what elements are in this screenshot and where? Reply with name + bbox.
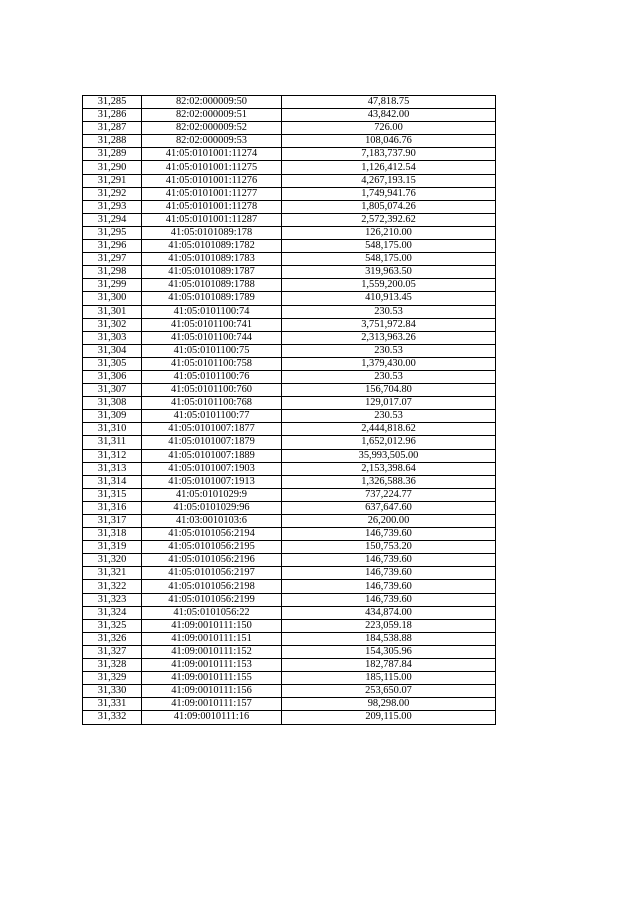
amount-cell: 185,115.00: [282, 672, 496, 685]
table-row: [83, 423, 496, 436]
cadastral-number-cell: 41:05:0101029:96: [142, 501, 282, 514]
table-row: [83, 187, 496, 200]
cadastral-number-cell: 41:09:0010111:151: [142, 632, 282, 645]
cadastral-number-cell: 41:05:0101001:11277: [142, 187, 282, 200]
amount-cell: 146,739.60: [282, 554, 496, 567]
amount-cell: 230.53: [282, 370, 496, 383]
amount-cell: 737,224.77: [282, 488, 496, 501]
table-row: [83, 711, 496, 724]
cadastral-number-cell: 41:05:0101089:1788: [142, 279, 282, 292]
table-row: [83, 659, 496, 672]
row-number-cell: 31,298: [83, 266, 142, 279]
table-row: [83, 344, 496, 357]
amount-cell: 156,704.80: [282, 384, 496, 397]
table-row: [83, 488, 496, 501]
cadastral-number-cell: 41:09:0010111:155: [142, 672, 282, 685]
row-number-cell: 31,293: [83, 200, 142, 213]
table-row: [83, 593, 496, 606]
table-row: [83, 619, 496, 632]
amount-cell: 126,210.00: [282, 226, 496, 239]
table-row: [83, 370, 496, 383]
amount-cell: 146,739.60: [282, 567, 496, 580]
table-row: [83, 410, 496, 423]
row-number-cell: 31,327: [83, 645, 142, 658]
amount-cell: 129,017.07: [282, 397, 496, 410]
cadastral-number-cell: 41:05:0101089:1783: [142, 253, 282, 266]
cadastral-number-cell: 41:09:0010111:16: [142, 711, 282, 724]
amount-cell: 1,749,941.76: [282, 187, 496, 200]
row-number-cell: 31,312: [83, 449, 142, 462]
cadastral-number-cell: 41:05:0101100:758: [142, 357, 282, 370]
amount-cell: 230.53: [282, 344, 496, 357]
cadastral-number-cell: 41:05:0101089:178: [142, 226, 282, 239]
amount-cell: 98,298.00: [282, 698, 496, 711]
row-number-cell: 31,290: [83, 161, 142, 174]
row-number-cell: 31,300: [83, 292, 142, 305]
row-number-cell: 31,308: [83, 397, 142, 410]
cadastral-number-cell: 41:05:0101056:2197: [142, 567, 282, 580]
cadastral-number-cell: 41:05:0101056:2194: [142, 528, 282, 541]
cadastral-number-cell: 41:05:0101001:11276: [142, 174, 282, 187]
cadastral-number-cell: 41:05:0101007:1877: [142, 423, 282, 436]
cadastral-number-cell: 41:05:0101001:11287: [142, 213, 282, 226]
row-number-cell: 31,326: [83, 632, 142, 645]
table-row: [83, 135, 496, 148]
amount-cell: 548,175.00: [282, 253, 496, 266]
amount-cell: 726.00: [282, 122, 496, 135]
cadastral-number-cell: 41:09:0010111:156: [142, 685, 282, 698]
amount-cell: 1,379,430.00: [282, 357, 496, 370]
amount-cell: 2,313,963.26: [282, 331, 496, 344]
cadastral-number-cell: 41:05:0101100:76: [142, 370, 282, 383]
amount-cell: 434,874.00: [282, 606, 496, 619]
amount-cell: 7,183,737.90: [282, 148, 496, 161]
cadastral-number-cell: 41:05:0101056:2196: [142, 554, 282, 567]
row-number-cell: 31,317: [83, 515, 142, 528]
table-row: [83, 174, 496, 187]
row-number-cell: 31,297: [83, 253, 142, 266]
row-number-cell: 31,330: [83, 685, 142, 698]
row-number-cell: 31,321: [83, 567, 142, 580]
cadastral-number-cell: 41:09:0010111:152: [142, 645, 282, 658]
row-number-cell: 31,310: [83, 423, 142, 436]
table-row: [83, 161, 496, 174]
table-row: [83, 253, 496, 266]
cadastral-number-cell: 41:05:0101007:1903: [142, 462, 282, 475]
amount-cell: 1,805,074.26: [282, 200, 496, 213]
cadastral-number-cell: 41:05:0101001:11278: [142, 200, 282, 213]
table-row: [83, 685, 496, 698]
amount-cell: 146,739.60: [282, 528, 496, 541]
table-row: [83, 384, 496, 397]
cadastral-number-cell: 41:05:0101056:2199: [142, 593, 282, 606]
cadastral-number-cell: 82:02:000009:50: [142, 96, 282, 109]
row-number-cell: 31,296: [83, 240, 142, 253]
amount-cell: 209,115.00: [282, 711, 496, 724]
amount-cell: 182,787.84: [282, 659, 496, 672]
row-number-cell: 31,292: [83, 187, 142, 200]
amount-cell: 230.53: [282, 410, 496, 423]
cadastral-number-cell: 41:09:0010111:153: [142, 659, 282, 672]
row-number-cell: 31,325: [83, 619, 142, 632]
table-body: [83, 96, 496, 725]
amount-cell: 2,572,392.62: [282, 213, 496, 226]
table-row: [83, 606, 496, 619]
cadastral-number-cell: 41:05:0101089:1782: [142, 240, 282, 253]
row-number-cell: 31,304: [83, 344, 142, 357]
amount-cell: 230.53: [282, 305, 496, 318]
amount-cell: 319,963.50: [282, 266, 496, 279]
row-number-cell: 31,319: [83, 541, 142, 554]
table-row: [83, 567, 496, 580]
table-row: [83, 240, 496, 253]
row-number-cell: 31,305: [83, 357, 142, 370]
cadastral-number-cell: 41:05:0101089:1787: [142, 266, 282, 279]
table-row: [83, 226, 496, 239]
amount-cell: 154,305.96: [282, 645, 496, 658]
cadastral-number-cell: 41:09:0010111:157: [142, 698, 282, 711]
row-number-cell: 31,303: [83, 331, 142, 344]
cadastral-number-cell: 41:09:0010111:150: [142, 619, 282, 632]
table-row: [83, 501, 496, 514]
row-number-cell: 31,285: [83, 96, 142, 109]
table-row: [83, 305, 496, 318]
amount-cell: 146,739.60: [282, 593, 496, 606]
amount-cell: 548,175.00: [282, 240, 496, 253]
amount-cell: 2,153,398.64: [282, 462, 496, 475]
amount-cell: 410,913.45: [282, 292, 496, 305]
row-number-cell: 31,318: [83, 528, 142, 541]
cadastral-number-cell: 41:05:0101089:1789: [142, 292, 282, 305]
row-number-cell: 31,314: [83, 475, 142, 488]
cadastral-number-cell: 82:02:000009:53: [142, 135, 282, 148]
cadastral-number-cell: 41:05:0101007:1879: [142, 436, 282, 449]
table-row: [83, 331, 496, 344]
amount-cell: 47,818.75: [282, 96, 496, 109]
amount-cell: 1,126,412.54: [282, 161, 496, 174]
row-number-cell: 31,306: [83, 370, 142, 383]
table-row: [83, 528, 496, 541]
cadastral-number-cell: 41:05:0101056:2198: [142, 580, 282, 593]
row-number-cell: 31,320: [83, 554, 142, 567]
amount-cell: 253,650.07: [282, 685, 496, 698]
cadastral-number-cell: 41:05:0101056:2195: [142, 541, 282, 554]
table-row: [83, 515, 496, 528]
row-number-cell: 31,331: [83, 698, 142, 711]
amount-cell: 1,326,588.36: [282, 475, 496, 488]
row-number-cell: 31,307: [83, 384, 142, 397]
table-row: [83, 357, 496, 370]
amount-cell: 1,559,200.05: [282, 279, 496, 292]
row-number-cell: 31,323: [83, 593, 142, 606]
cadastral-number-cell: 41:05:0101029:9: [142, 488, 282, 501]
row-number-cell: 31,332: [83, 711, 142, 724]
cadastral-number-cell: 41:05:0101100:74: [142, 305, 282, 318]
table-row: [83, 266, 496, 279]
amount-cell: 146,739.60: [282, 580, 496, 593]
cadastral-number-cell: 82:02:000009:52: [142, 122, 282, 135]
table-row: [83, 449, 496, 462]
amount-cell: 1,652,012.96: [282, 436, 496, 449]
table-row: [83, 698, 496, 711]
table-row: [83, 200, 496, 213]
row-number-cell: 31,322: [83, 580, 142, 593]
row-number-cell: 31,302: [83, 318, 142, 331]
table-row: [83, 122, 496, 135]
row-number-cell: 31,286: [83, 109, 142, 122]
amount-cell: 4,267,193.15: [282, 174, 496, 187]
row-number-cell: 31,315: [83, 488, 142, 501]
row-number-cell: 31,294: [83, 213, 142, 226]
row-number-cell: 31,288: [83, 135, 142, 148]
row-number-cell: 31,316: [83, 501, 142, 514]
table-row: [83, 213, 496, 226]
amount-cell: 2,444,818.62: [282, 423, 496, 436]
amount-cell: 184,538.88: [282, 632, 496, 645]
row-number-cell: 31,311: [83, 436, 142, 449]
cadastral-number-cell: 41:05:0101056:22: [142, 606, 282, 619]
amount-cell: 43,842.00: [282, 109, 496, 122]
row-number-cell: 31,313: [83, 462, 142, 475]
amount-cell: 35,993,505.00: [282, 449, 496, 462]
amount-cell: 108,046.76: [282, 135, 496, 148]
table-row: [83, 580, 496, 593]
row-number-cell: 31,287: [83, 122, 142, 135]
table-row: [83, 632, 496, 645]
table-row: [83, 292, 496, 305]
cadastral-number-cell: 41:03:0010103:6: [142, 515, 282, 528]
cadastral-number-cell: 41:05:0101100:744: [142, 331, 282, 344]
row-number-cell: 31,324: [83, 606, 142, 619]
table-row: [83, 397, 496, 410]
cadastral-number-cell: 82:02:000009:51: [142, 109, 282, 122]
amount-cell: 637,647.60: [282, 501, 496, 514]
cadastral-number-cell: 41:05:0101007:1889: [142, 449, 282, 462]
row-number-cell: 31,295: [83, 226, 142, 239]
cadastral-number-cell: 41:05:0101100:77: [142, 410, 282, 423]
table-row: [83, 475, 496, 488]
table-row: [83, 541, 496, 554]
row-number-cell: 31,309: [83, 410, 142, 423]
table-row: [83, 318, 496, 331]
table-row: [83, 672, 496, 685]
cadastral-number-cell: 41:05:0101100:760: [142, 384, 282, 397]
table-row: [83, 279, 496, 292]
cadastral-number-cell: 41:05:0101100:741: [142, 318, 282, 331]
cadastral-number-cell: 41:05:0101100:75: [142, 344, 282, 357]
cadastral-number-cell: 41:05:0101007:1913: [142, 475, 282, 488]
amount-cell: 3,751,972.84: [282, 318, 496, 331]
table-row: [83, 645, 496, 658]
table-row: [83, 109, 496, 122]
table-row: [83, 96, 496, 109]
row-number-cell: 31,291: [83, 174, 142, 187]
amount-cell: 150,753.20: [282, 541, 496, 554]
row-number-cell: 31,301: [83, 305, 142, 318]
table-row: [83, 436, 496, 449]
row-number-cell: 31,289: [83, 148, 142, 161]
row-number-cell: 31,328: [83, 659, 142, 672]
table-row: [83, 148, 496, 161]
table-row: [83, 462, 496, 475]
row-number-cell: 31,299: [83, 279, 142, 292]
cadastral-number-cell: 41:05:0101001:11274: [142, 148, 282, 161]
cadastral-value-table: [82, 95, 496, 725]
cadastral-number-cell: 41:05:0101100:768: [142, 397, 282, 410]
cadastral-number-cell: 41:05:0101001:11275: [142, 161, 282, 174]
amount-cell: 223,059.18: [282, 619, 496, 632]
table-row: [83, 554, 496, 567]
amount-cell: 26,200.00: [282, 515, 496, 528]
row-number-cell: 31,329: [83, 672, 142, 685]
